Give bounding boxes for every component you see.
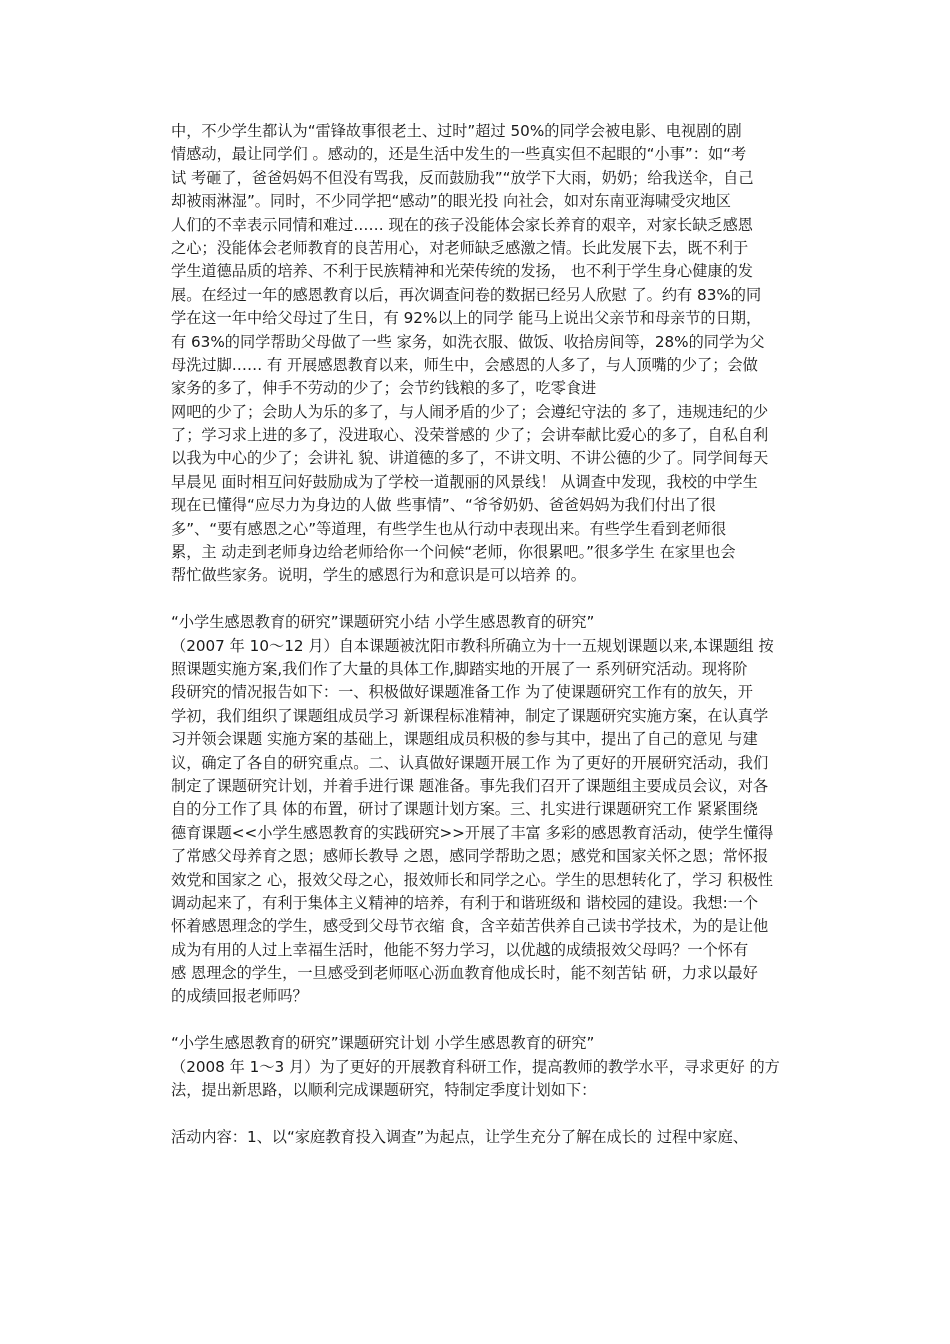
text-line: 德育课题<<小学生感恩教育的实践研究>>开展了丰富 多彩的感恩教育活动，使学生懂得 [171, 823, 774, 842]
text-line: 段研究的情况报告如下：一、积极做好课题准备工作 为了使课题研究工作有的放矢，开 [171, 683, 753, 702]
text-line: 了常感父母养育之恩；感师长教导 之恩，感同学帮助之恩；感党和国家关怀之恩；常怀报 [171, 847, 769, 866]
text-line: 有 63%的同学帮助父母做了一些 家务，如洗衣服、做饭、收拾房间等，28%的同学为父 [171, 332, 765, 351]
text-line: 却被雨淋湿”。同时，不少同学把“感动”的眼光投 向社会，如对东南亚海啸受灾地区 [171, 192, 731, 211]
text-line: 成为有用的人过上幸福生活时，他能不努力学习，以优越的成绩报效父母吗？一个怀有 [171, 940, 749, 959]
paragraph-gap [171, 588, 813, 611]
text-line: 人们的不幸表示同情和难过…… 现在的孩子没能体会家长养育的艰辛，对家长缺乏感恩 [171, 215, 753, 234]
text-line: 多”、“要有感恩之心”等道理，有些学生也从行动中表现出来。有些学生看到老师很 [171, 519, 727, 538]
text-line: 了；学习求上进的多了，没进取心、没荣誉感的 少了；会讲奉献比爱心的多了，自私自利 [171, 426, 769, 445]
text-line: （2007 年 10～12 月）自本课题被沈阳市教科所确立为十一五规划课题以来,本课题组 按 [171, 636, 774, 655]
text-line: 自的分工作了具 体的布置，研讨了课题计划方案。三、扎实进行课题研究工作 紧紧围绕 [171, 800, 758, 819]
text-line: 早晨见 面时相互问好鼓励成为了学校一道靓丽的风景线！ 从调查中发现，我校的中学生 [171, 472, 758, 491]
text-line: 中，不少学生都认为“雷锋故事很老土、过时”超过 50%的同学会被电影、电视剧的剧 [171, 122, 742, 140]
section-heading: “小学生感恩教育的研究”课题研究计划 小学生感恩教育的研究” [171, 1034, 595, 1053]
text-line: 怀着感恩理念的学生，感受到父母节衣缩 食，含辛茹苦供养自己读书学技术，为的是让他 [171, 917, 769, 936]
text-line: （2008 年 1～3 月）为了更好的开展教育科研工作，提高教师的教学水平，寻求更好 的方 [171, 1057, 780, 1076]
text-line: 效党和国家之 心，报效父母之心，报效师长和同学之心。学生的思想转化了，学习 积极性 [171, 870, 773, 889]
text-line: 制定了课题研究计划，并着手进行课 题准备。事先我们召开了课题组主要成员会议，对各 [171, 776, 769, 795]
text-line: 展。在经过一年的感恩教育以后，再次调查问卷的数据已经另人欣慰 了。约有 83%的同 [171, 285, 762, 304]
paragraph-gap [171, 1102, 813, 1125]
text-line: 法，提出新思路，以顺利完成课题研究，特制定季度计划如下： [171, 1081, 597, 1100]
section-heading: “小学生感恩教育的研究”课题研究小结 小学生感恩教育的研究” [171, 613, 595, 632]
text-line: 帮忙做些家务。说明，学生的感恩行为和意识是可以培养 的。 [171, 566, 586, 585]
paragraph-survey-results [171, 120, 813, 588]
text-line: 活动内容：1、以“家庭教育投入调查”为起点，让学生充分了解在成长的 过程中家庭、 [171, 1127, 748, 1146]
text-line: 情感动，最让同学们 。感动的，还是生活中发生的一些真实但不起眼的“小事”：如“考 [171, 145, 747, 164]
text-line: 累，主 动走到老师身边给老师给你一个问候“老师，你很累吧。”很多学生 在家里也会 [171, 543, 736, 562]
text-line: 学在这一年中给父母过了生日，有 92%以上的同学 能马上说出父亲节和母亲节的日期， [171, 309, 762, 328]
text-line: 网吧的少了；会助人为乐的多了，与人闹矛盾的少了；会遵纪守法的 多了，违规违纪的少 [171, 402, 769, 421]
text-line: 现在已懂得“应尽力为身边的人做 些事情”、“爷爷奶奶、爸爸妈妈为我们付出了很 [171, 496, 716, 515]
paragraph-research-summary [171, 611, 813, 1009]
document-page [171, 120, 813, 1149]
paragraph-activity-content [171, 1126, 813, 1149]
text-line: 习并领会课题 实施方案的基础上，课题组成员积极的参与其中，提出了自己的意见 与建 [171, 730, 758, 749]
paragraph-gap [171, 1009, 813, 1032]
text-line: 议，确定了各自的研究重点。二、认真做好课题开展工作 为了更好的开展研究活动，我们 [171, 753, 769, 772]
text-line: 之心；没能体会老师教育的良苦用心，对老师缺乏感激之情。长此发展下去，既不利于 [171, 238, 749, 257]
text-line: 以我为中心的少了；会讲礼 貌、讲道德的多了，不讲文明、不讲公德的少了。同学间每天 [171, 449, 769, 468]
text-line: 调动起来了，有利于集体主义精神的培养，有利于和谐班级和 谐校园的建设。我想:一个 [171, 893, 759, 912]
text-line: 的成绩回报老师吗？ [171, 987, 308, 1006]
text-line: 感 恩理念的学生，一旦感受到老师呕心沥血教育他成长时，能不刻苦钻 研，力求以最好 [171, 964, 758, 983]
paragraph-research-plan [171, 1032, 813, 1102]
text-line: 母洗过脚…… 有 开展感恩教育以来，师生中，会感恩的人多了，与人顶嘴的少了；会做 [171, 355, 758, 374]
text-line: 试 考砸了，爸爸妈妈不但没有骂我，反而鼓励我”“放学下大雨，奶奶；给我送伞，自己 [171, 168, 754, 187]
text-line: 家务的多了，伸手不劳动的少了；会节约钱粮的多了，吃零食进 [171, 379, 597, 398]
text-line: 学初，我们组织了课题组成员学习 新课程标准精神，制定了课题研究实施方案，在认真学 [171, 706, 769, 725]
text-line: 学生道德品质的培养、不利于民族精神和光荣传统的发扬， 也不利于学生身心健康的发 [171, 262, 753, 281]
text-line: 照课题实施方案,我们作了大量的具体工作,脚踏实地的开展了一 系列研究活动。现将阶 [171, 659, 748, 678]
